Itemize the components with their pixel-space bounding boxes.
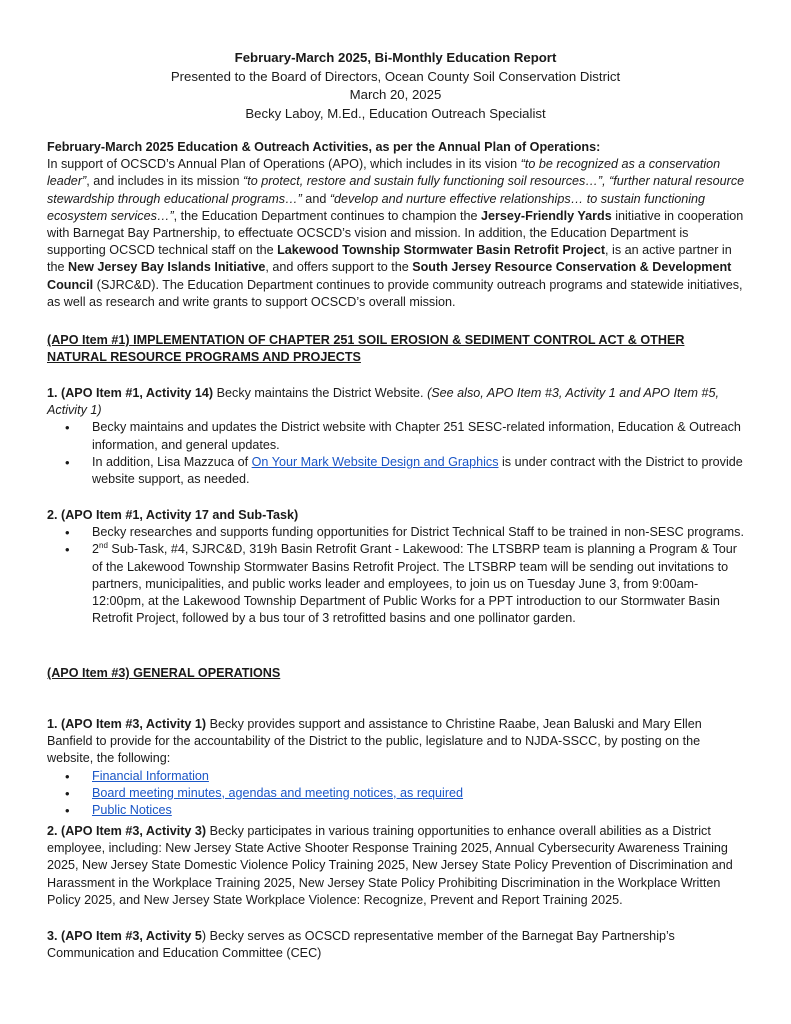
apo1-item1 [47, 385, 747, 488]
on-your-mark-link[interactable]: On Your Mark Website Design and Graphics [251, 454, 499, 469]
intro-heading: February-March 2025 Education & Outreach Activities, as per the Annual Plan of Operations: [47, 140, 601, 154]
list-item [92, 768, 747, 785]
report-date: March 20, 2025 [349, 87, 442, 102]
apo3-item1-text: 1. (APO Item #3, Activity 1) Becky provides support and assistance to Christine Raabe, Jean Baluski and Mary Ellen Banfield to provide for the accountability of the District to the public, legislature and to NJDA-SSCC, by posting on the website, the following: [47, 717, 702, 766]
apo1-item1-text: 1. (APO Item #1, Activity 14) Becky maintains the District Website. (See also, APO Item #3, Activity 1 and APO Item #5, Activity 1) [47, 386, 719, 418]
financial-information-link[interactable]: Financial Information [92, 768, 209, 783]
apo3-item1 [47, 716, 747, 819]
apo1-heading: (APO Item #1) IMPLEMENTATION OF CHAPTER 251 SOIL EROSION & SEDIMENT CONTROL ACT & OTHER NATURAL RESOURCE PROGRAMS AND PROJECTS [47, 333, 685, 365]
public-notices-link[interactable]: Public Notices [92, 803, 172, 818]
report-title: February-March 2025, Bi-Monthly Education Report [234, 50, 557, 65]
list-item: • In addition, Lisa Mazzuca of On Your Mark Website Design and Graphics is under contract with the District to provide website support, as needed. [92, 454, 747, 488]
list-item: • 2nd Sub-Task, #4, SJRC&D, 319h Basin Retrofit Grant - Lakewood: The LTSBRP team is planning a Program & Tour of the Lakewood Township Stormwater Basins Retrofit Project. The LTSBRP team will be sending out invitations to partners, municipalities, and public works leader and employees, to join us on Tuesday June 3, from 9:00am-12:00pm, at the Lakewood Township Department of Public Works for a PPT introduction to our Stormwater Basin Retrofit Project, followed by a bus tour of 3 retrofitted basins and one pollinator garden. [92, 541, 747, 627]
report-author: Becky Laboy, M.Ed., Education Outreach Specialist [245, 105, 546, 121]
apo3-heading: (APO Item #3) GENERAL OPERATIONS [47, 666, 281, 680]
apo3-item2: 2. (APO Item #3, Activity 3) Becky participates in various training opportunities to enhance overall abilities as a District employee, including: New Jersey State Active Shooter Response Training 2025, Annual Cybersecurity Awareness Training 2025, New Jersey State Domestic Violence Policy Training 2025, New Jersey State Policy Prevention of Discrimination and Harassment in the Workplace Training 2025, New Jersey State Policy Prohibiting Discrimination in the Workplace Written Policy 2025, and New Jersey State Workplace Violence: Recognize, Prevent and Report Training 2025. [47, 824, 733, 907]
apo1-item2 [47, 507, 747, 627]
list-item: • Becky maintains and updates the District website with Chapter 251 SESC-related information, Education & Outreach information, and general updates. [92, 419, 747, 453]
report-presented-to: Presented to the Board of Directors, Ocean County Soil Conservation District [170, 68, 621, 84]
intro-section [47, 139, 747, 311]
intro-paragraph: In support of OCSCD’s Annual Plan of Operations (APO), which includes in its vision “to be recognized as a conservation leader”, and includes in its mission “to protect, restore and sustain fully functioning soil resources…”, “further natural resource stewardship through educational programs…” and “develop and nurture effective relationships… to sustain functioning ecosystem services…”, the Education Department continues to champion the Jersey-Friendly Yards initiative in cooperation with Barnegat Bay Partnership, to effectuate OCSCD’s vision and mission. In addition, the Education Department is supporting OCSCD technical staff on the Lakewood Township Stormwater Basin Retrofit Project, is an active partner in the New Jersey Bay Islands Initiative, and offers support to the South Jersey Resource Conservation & Development Council (SJRC&D). The Education Department continues to provide community outreach programs and statewide initiatives, as well as research and write grants to support OCSCD’s overall mission. [47, 157, 745, 309]
list-item [92, 785, 747, 802]
list-item: • Becky researches and supports funding opportunities for District Technical Staff to be trained in non-SESC programs. [92, 524, 747, 541]
board-meeting-minutes-link[interactable]: Board meeting minutes, agendas and meeting notices, as required [92, 785, 464, 800]
list-item [92, 802, 747, 819]
apo3-item3: 3. (APO Item #3, Activity 5) Becky serves as OCSCD representative member of the Barnegat Bay Partnership’s Communication and Education Committee (CEC) [47, 929, 675, 961]
report-header [0, 49, 791, 123]
apo1-item2-lead: 2. (APO Item #1, Activity 17 and Sub-Task) [47, 508, 299, 522]
